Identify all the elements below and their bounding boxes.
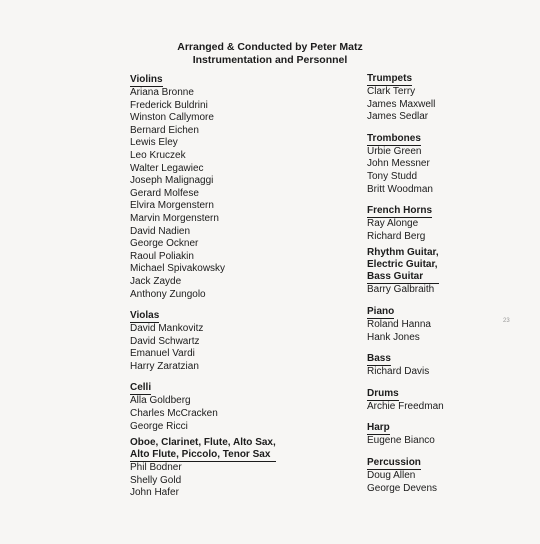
section-heading [367, 205, 432, 218]
page-header [0, 41, 540, 67]
section-heading [367, 133, 421, 146]
musician-name: David Schwartz [130, 335, 200, 347]
section-rhythm-guitar [367, 247, 444, 297]
musician-name: Barry Galbraith [367, 284, 435, 296]
section-violins [130, 69, 276, 301]
section-heading-line: Rhythm Guitar, [367, 247, 439, 259]
musician-name: Eugene Bianco [367, 435, 435, 447]
margin-mark: 23 [503, 318, 510, 324]
musician-name: Leo Kruczek [130, 149, 186, 161]
section-heading-line: Bass [367, 353, 391, 365]
musician-name: Anthony Zungolo [130, 288, 206, 300]
section-heading [367, 306, 394, 319]
section-heading [367, 353, 391, 366]
section-heading-line: Piano [367, 305, 395, 317]
section-french-horns [367, 200, 444, 243]
left-column [130, 69, 276, 504]
section-heading [130, 74, 163, 87]
musician-name: Archie Freedman [367, 400, 444, 412]
section-heading-line: Violas [130, 310, 160, 322]
section-drums [367, 383, 444, 414]
header-subtitle: Instrumentation and Personnel [192, 54, 348, 66]
section-heading-line: Bass Guitar [367, 271, 424, 283]
musician-name: Joseph Malignaggi [130, 175, 214, 187]
section-bass [367, 348, 444, 379]
musician-name: James Maxwell [367, 98, 436, 110]
musician-name: David Nadien [130, 225, 191, 237]
section-heading [367, 73, 412, 86]
musician-name: Bernard Eichen [130, 124, 199, 136]
musician-name: Elvira Morgenstern [130, 200, 214, 212]
musician-name: John Messner [367, 158, 430, 170]
section-heading-line: Harp [367, 422, 390, 434]
section-heading-line: French Horns [367, 205, 433, 217]
musician-name: Britt Woodman [367, 183, 433, 195]
section-heading [367, 457, 421, 470]
musician-name: Richard Davis [367, 366, 430, 378]
musician-name: Doug Allen [367, 469, 416, 481]
musician-name: George Ockner [130, 238, 199, 250]
section-heading [367, 388, 399, 401]
musician-name: Roland Hanna [367, 318, 431, 330]
musician-name: James Sedlar [367, 111, 429, 123]
musician-name: Urbie Green [367, 145, 422, 157]
musician-name: Tony Studd [367, 170, 418, 182]
musician-name: Ariana Bronne [130, 87, 194, 98]
musician-name: Harry Zaratzian [130, 360, 199, 372]
musician-name: Clark Terry [367, 86, 416, 97]
section-heading-line: Trombones [367, 132, 421, 144]
musician-name: Richard Berg [367, 230, 426, 242]
section-heading-line: Trumpets [367, 73, 413, 84]
musician-name: Raoul Poliakin [130, 250, 194, 262]
musician-name: Hank Jones [367, 331, 420, 343]
section-heading-line: Electric Guitar, [367, 259, 438, 271]
section-heading-line: Drums [367, 387, 399, 399]
section-oboe-clarinet-flute-alto-sax [130, 437, 276, 500]
musician-name: Alla Goldberg [130, 395, 191, 407]
section-heading [130, 382, 151, 395]
section-heading [367, 247, 439, 284]
musician-name: Phil Bodner [130, 462, 182, 474]
section-heading-line: Oboe, Clarinet, Flute, Alto Sax, [130, 437, 276, 449]
section-violas [130, 305, 276, 373]
musician-name: George Ricci [130, 420, 188, 432]
musician-name: George Devens [367, 482, 438, 494]
musician-name: Michael Spivakowsky [130, 263, 226, 275]
section-heading-line: Percussion [367, 456, 421, 468]
right-column [367, 68, 444, 499]
musician-name: Lewis Eley [130, 137, 178, 149]
musician-name: Frederick Buldrini [130, 99, 208, 111]
section-heading-line: Violins [130, 74, 163, 85]
musician-name: Emanuel Vardi [130, 348, 195, 360]
header-credit: Arranged & Conducted by Peter Matz [177, 41, 363, 53]
musician-name: Jack Zayde [130, 275, 182, 287]
section-heading [367, 422, 390, 435]
musician-name: Winston Callymore [130, 112, 214, 124]
musician-name: Shelly Gold [130, 474, 182, 486]
musician-name: Charles McCracken [130, 408, 218, 420]
musician-name: David Mankovitz [130, 323, 204, 335]
section-trumpets [367, 68, 444, 124]
section-heading [130, 437, 276, 462]
section-heading-line: Alto Flute, Piccolo, Tenor Sax [130, 449, 271, 461]
musician-name: Marvin Morgenstern [130, 212, 219, 224]
section-heading-line: Celli [130, 382, 152, 394]
section-trombones [367, 128, 444, 196]
section-heading [130, 310, 159, 323]
musician-name: Ray Alonge [367, 218, 419, 230]
musician-name: John Hafer [130, 487, 179, 499]
section-harp [367, 417, 444, 448]
musician-name: Walter Legawiec [130, 162, 204, 174]
section-piano [367, 301, 444, 344]
section-percussion [367, 452, 444, 495]
section-celli [130, 377, 276, 433]
musician-name: Gerard Molfese [130, 187, 199, 199]
